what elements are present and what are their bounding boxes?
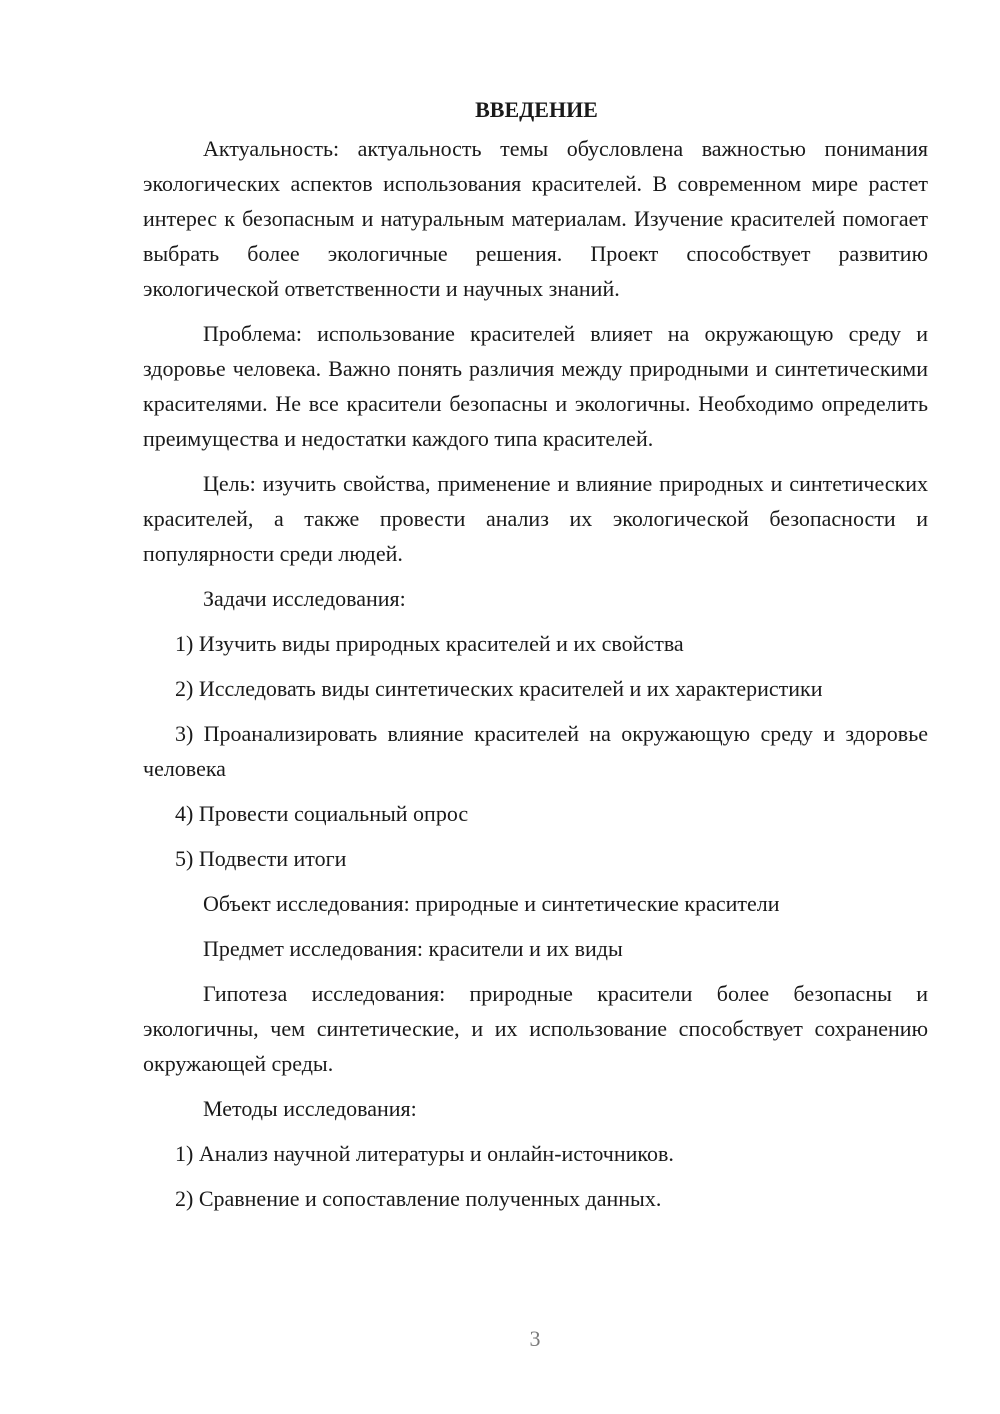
page-content — [143, 92, 928, 1226]
task-item-3: 3) Проанализировать влияние красителей на окружающую среду и здоровье человека — [143, 721, 928, 781]
task-item-1: 1) Изучить виды природных красителей и их свойства — [175, 631, 684, 656]
methods-heading: Методы исследования: — [203, 1096, 417, 1121]
problem-paragraph: Проблема: использование красителей влияет на окружающую среду и здоровье человека. Важно понять различия между природными и синтетическими красителями. Не все красители безопасны и экологичны. Необходимо определить преимущества и недостатки каждого типа красителей. — [143, 321, 928, 451]
task-item-4: 4) Провести социальный опрос — [175, 801, 469, 826]
section-title: ВВЕДЕНИЕ — [475, 97, 598, 122]
task-item-5: 5) Подвести итоги — [175, 846, 347, 871]
method-item-2: 2) Сравнение и сопоставление полученных данных. — [175, 1186, 662, 1211]
tasks-heading: Задачи исследования: — [203, 586, 406, 611]
hypothesis-paragraph: Гипотеза исследования: природные красители более безопасны и экологичны, чем синтетические, и их использование способствует сохранению окружающей среды. — [143, 981, 928, 1076]
task-item-2: 2) Исследовать виды синтетических красителей и их характеристики — [175, 676, 823, 701]
method-item-1: 1) Анализ научной литературы и онлайн-источников. — [175, 1141, 674, 1166]
object-paragraph: Объект исследования: природные и синтетические красители — [203, 891, 780, 916]
page-number: 3 — [529, 1326, 541, 1351]
subject-paragraph: Предмет исследования: красители и их виды — [203, 936, 623, 961]
relevance-paragraph: Актуальность: актуальность темы обусловлена важностью понимания экологических аспектов использования красителей. В современном мире растет интерес к безопасным и натуральным материалам. Изучение красителей помогает выбрать более экологичные решения. Проект способствует развитию экологической ответственности и научных знаний. — [143, 136, 928, 301]
goal-paragraph: Цель: изучить свойства, применение и влияние природных и синтетических красителей, а также провести анализ их экологической безопасности и популярности среди людей. — [143, 471, 928, 566]
